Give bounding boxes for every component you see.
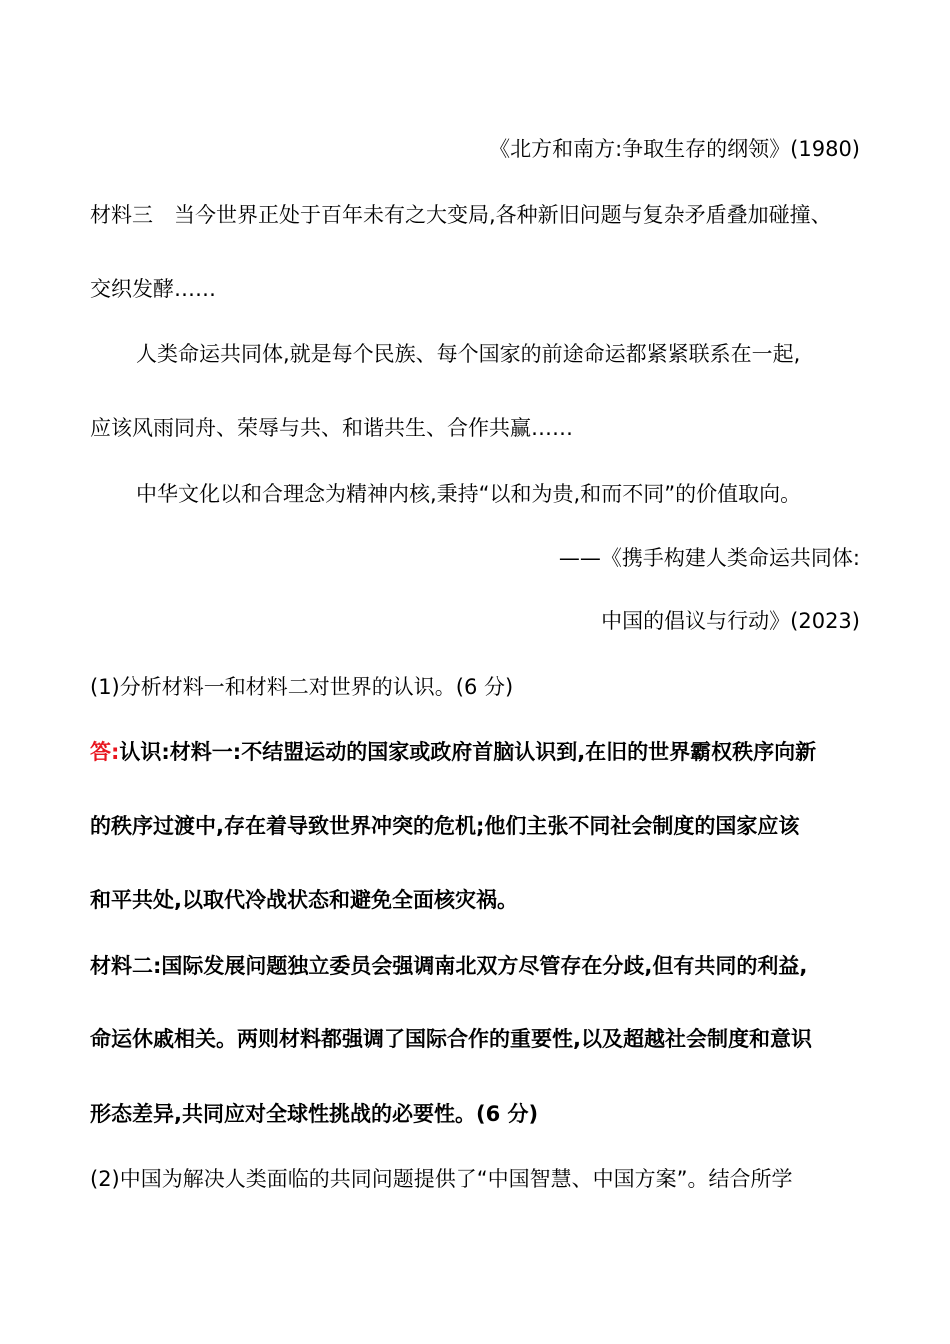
material3-source-2: 中国的倡议与行动》(2023) [601,609,860,633]
answer-1-line-2: 的秩序过渡中,存在着导致世界冲突的危机;他们主张不同社会制度的国家应该 [90,814,800,838]
question-2: (2)中国为解决人类面临的共同问题提供了“中国智慧、中国方案”。结合所学 [90,1167,793,1191]
answer-1-line-1-text: 认识:材料一:不结盟运动的国家或政府首脑认识到,在旧的世界霸权秩序向新 [119,740,817,764]
material3-line-2: 交织发酵…… [90,277,216,301]
answer-1-line-5: 命运休戚相关。两则材料都强调了国际合作的重要性,以及超越社会制度和意识 [90,1027,812,1051]
material3-line-4: 应该风雨同舟、荣辱与共、和谐共生、合作共赢…… [90,416,573,440]
answer-1-line-3: 和平共处,以取代冷战状态和避免全面核灾祸。 [90,888,518,912]
question-1: (1)分析材料一和材料二对世界的认识。(6 分) [90,675,514,699]
answer-label: 答: [90,740,120,764]
material3-line-1: 材料三 当今世界正处于百年未有之大变局,各种新旧问题与复杂矛盾叠加碰撞、 [90,203,832,227]
material3-line-5: 中华文化以和合理念为精神内核,秉持“以和为贵,和而不同”的价值取向。 [136,482,802,506]
material3-line-3: 人类命运共同体,就是每个民族、每个国家的前途命运都紧紧联系在一起, [136,342,801,366]
answer-1-line-1 [90,737,860,767]
source-citation-1980: 《北方和南方:争取生存的纲领》(1980) [489,137,860,161]
answer-1-line-4: 材料二:国际发展问题独立委员会强调南北双方尽管存在分歧,但有共同的利益, [90,954,808,978]
answer-1-line-6: 形态差异,共同应对全球性挑战的必要性。(6 分) [90,1102,539,1126]
material3-source-1: ——《携手构建人类命运共同体: [558,546,860,570]
